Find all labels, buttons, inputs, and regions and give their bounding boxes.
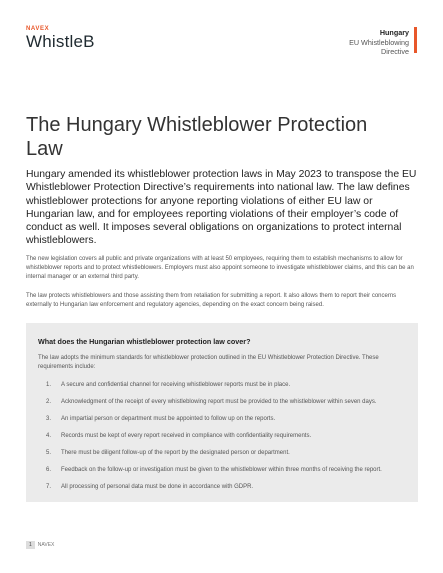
requirement-text: Records must be kept of every report received in compliance with confidentiality requirements. xyxy=(61,433,312,439)
directive-line-2: Directive xyxy=(381,47,409,56)
requirement-number: 3. xyxy=(46,416,52,422)
logo-name: WhistleB xyxy=(26,32,95,51)
requirement-text: Feedback on the follow-up or investigation must be given to the whistleblower within three months of receiving the report. xyxy=(61,467,382,473)
requirement-number: 1. xyxy=(46,382,52,388)
requirement-item xyxy=(46,466,382,474)
requirement-item xyxy=(46,449,290,457)
requirements-intro: The law adopts the minimum standards for whistleblower protection outlined in the EU Whistleblower Protection Directive. These requirements include: xyxy=(38,355,379,370)
document-tag xyxy=(349,28,409,57)
body-paragraph-1: The new legislation covers all public and private organizations with at least 50 employees, requiring them to establish mechanisms to allow for whistleblower reports and to protect whistleblowers. Employers must also appoint someone to investigate whistleblower claims, and this can be an internal manager or an external third party. xyxy=(26,256,414,280)
requirement-text: An impartial person or department must be appointed to follow up on the reports. xyxy=(61,416,276,422)
accent-bar xyxy=(414,27,417,53)
page-title: The Hungary Whistleblower Protection Law xyxy=(26,114,368,160)
country-label: Hungary xyxy=(379,28,409,37)
requirement-number: 7. xyxy=(46,484,52,490)
logo-brand: NAVEX xyxy=(26,26,50,32)
requirement-item xyxy=(46,398,377,406)
requirement-text: All processing of personal data must be done in accordance with GDPR. xyxy=(61,484,254,490)
requirement-item xyxy=(46,415,275,423)
requirements-box xyxy=(26,323,418,502)
lead-paragraph: Hungary amended its whistleblower protection laws in May 2023 to transpose the EU Whistleblower Protection Directive’s requirements into national law. The law defines whistleblower protections for anyone reporting violations of either EU law or Hungarian law, and for employees reporting violations of their employer’s code of conduct as well. It imposes several obligations on organizations to protect internal whistleblowers. xyxy=(26,169,417,247)
requirement-item xyxy=(46,381,290,389)
requirement-number: 6. xyxy=(46,467,52,473)
requirements-title: What does the Hungarian whistleblower protection law cover? xyxy=(38,337,251,346)
requirement-text: A secure and confidential channel for receiving whistleblower reports must be in place. xyxy=(61,382,291,388)
directive-line-1: EU Whistleblowing xyxy=(349,37,409,47)
footer-brand: NAVEX xyxy=(37,542,55,548)
page-number: 1 xyxy=(26,541,35,549)
requirement-number: 5. xyxy=(46,450,52,456)
page-footer xyxy=(26,541,54,549)
requirement-number: 2. xyxy=(46,399,52,405)
requirement-text: There must be diligent follow-up of the report by the designated person or department. xyxy=(61,450,290,456)
requirement-text: Acknowledgment of the receipt of every whistleblowing report must be provided to the whistleblower within seven days. xyxy=(61,399,377,405)
requirement-number: 4. xyxy=(46,433,52,439)
requirement-item xyxy=(46,483,253,491)
body-paragraph-2: The law protects whistleblowers and those assisting them from retaliation for submitting a report. It also allows them to report their concerns externally to Hungarian law enforcement and regulatory agencies, depending on the exact concern being raised. xyxy=(26,293,397,308)
whistleb-logo xyxy=(26,26,95,51)
requirement-item xyxy=(46,432,311,440)
